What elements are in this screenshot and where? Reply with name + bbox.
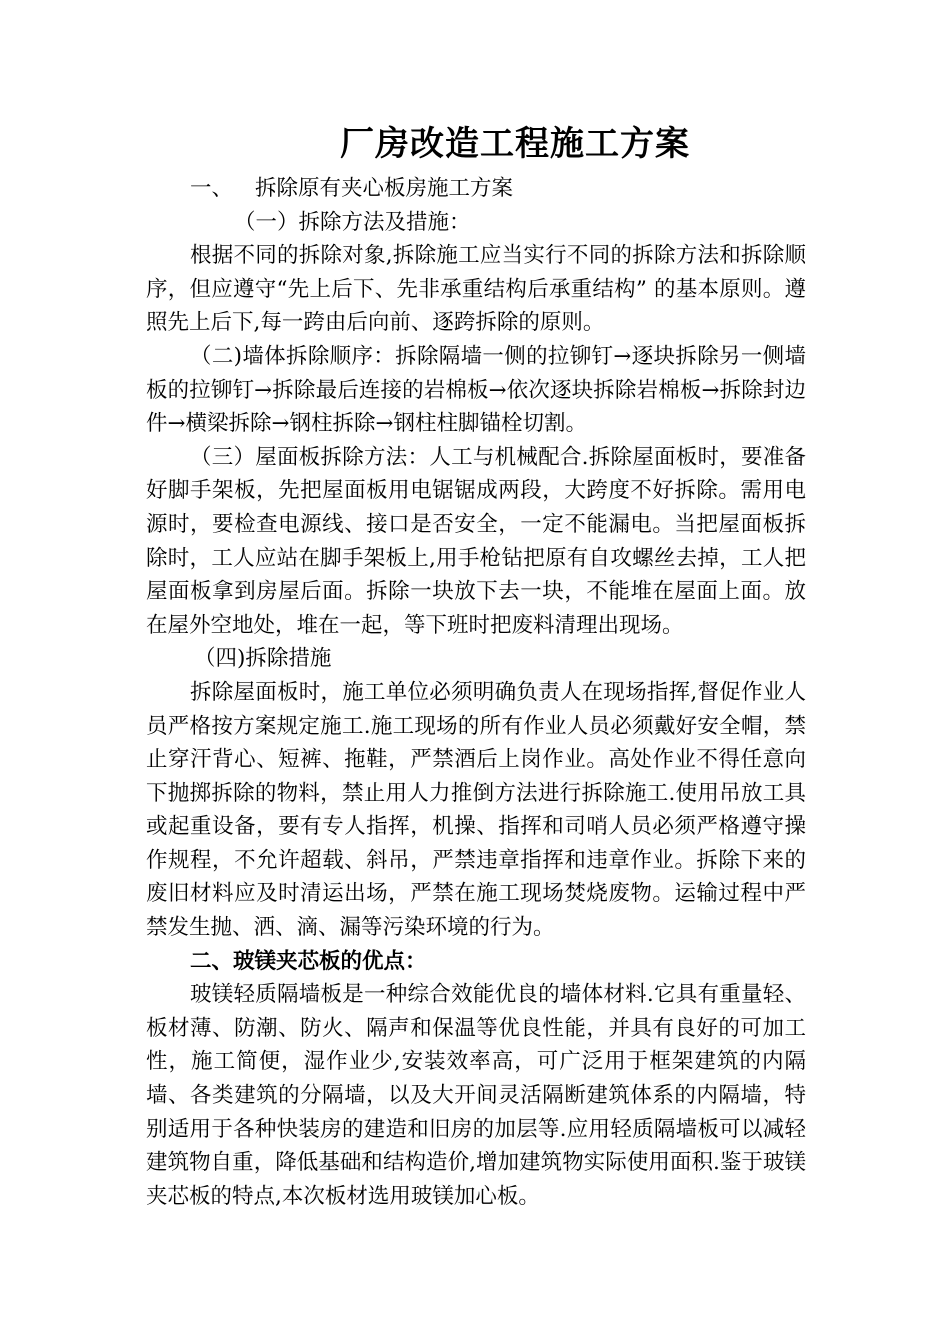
subsection-1-heading: （一）拆除方法及措施： [234,209,471,235]
subsection-4-paragraph: 拆除屋面板时，施工单位必须明确负责人在现场指挥,督促作业人员严格按方案规定施工.施工现场的所有作业人员必须戴好安全帽，禁止穿汗背心、短裤、拖鞋，严禁酒后上岗作业。高处作业不得任意向下抛掷拆除的物料，禁止用人力推倒方法进行拆除施工.使用吊放工具或起重设备，要有专人指挥，机操、指挥和司哨人员必须严格遵守操作规程，不允许超载、斜吊，严禁违章指挥和违章作业。拆除下来的废旧材料应及时清运出场，严禁在施工现场焚烧废物。运输过程中严禁发生抛、洒、滴、漏等污染环境的行为。 [146,679,806,941]
document-body [146,172,806,1213]
section-1-heading [146,172,806,206]
subsection-2-paragraph: （二)墙体拆除顺序：拆除隔墙一侧的拉铆钉→逐块拆除另一侧墙板的拉铆钉→拆除最后连接的岩棉板→依次逐块拆除岩棉板→拆除封边件→横梁拆除→钢柱拆除→钢柱柱脚锚栓切割。 [146,343,806,437]
document-title: 厂房改造工程施工方案 [340,124,690,164]
subsection-3-paragraph: （三）屋面板拆除方法：人工与机械配合.拆除屋面板时，要准备好脚手架板，先把屋面板用电锯锯成两段，大跨度不好拆除。需用电源时，要检查电源线、接口是否安全，一定不能漏电。当把屋面板拆除时，工人应站在脚手架板上,用手枪钻把原有自攻螺丝去掉，工人把屋面板拿到房屋后面。拆除一块放下去一块，不能堆在屋面上面。放在屋外空地处，堆在一起，等下班时把废料清理出现场。 [146,444,806,638]
subsection-4-heading: （四)拆除措施 [194,646,332,672]
section-2-paragraph: 玻镁轻质隔墙板是一种综合效能优良的墙体材料.它具有重量轻、板材薄、防潮、防火、隔声和保温等优良性能，并具有良好的可加工性，施工简便，湿作业少,安装效率高，可广泛用于框架建筑的内隔墙、各类建筑的分隔墙，以及大开间灵活隔断建筑体系的内隔墙，特别适用于各种快装房的建造和旧房的加层等.应用轻质隔墙板可以减轻建筑物自重，降低基础和结构造价,增加建筑物实际使用面积.鉴于玻镁夹芯板的特点,本次板材选用玻镁加心板。 [146,982,806,1209]
section-1-number: 一、 [190,176,234,201]
section-2-heading: 二、玻镁夹芯板的优点： [190,948,427,974]
subsection-1-paragraph: 根据不同的拆除对象,拆除施工应当实行不同的拆除方法和拆除顺序，但应遵守“先上后下、先非承重结构后承重结构” 的基本原则。遵照先上后下,每一跨由后向前、逐跨拆除的原则。 [146,243,806,336]
section-1-title: 拆除原有夹心板房施工方案 [255,176,514,201]
